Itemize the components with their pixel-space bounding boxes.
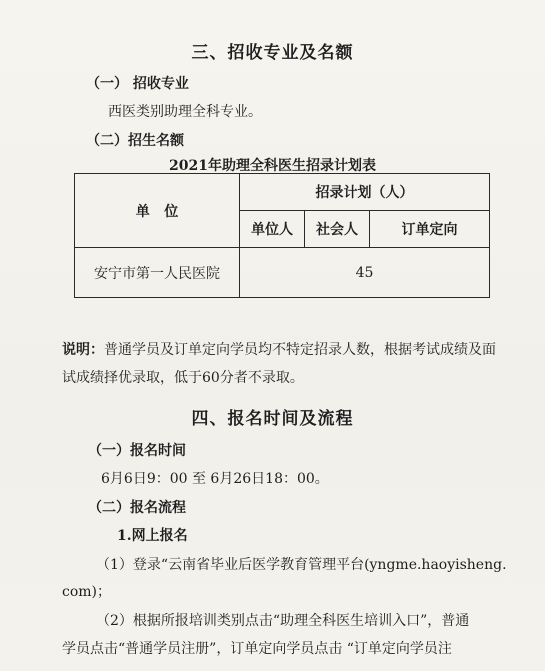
table-caption: 2021年助理全科医生招录计划表 — [169, 158, 376, 174]
cell-total — [240, 248, 490, 298]
unit-header — [75, 174, 240, 248]
col-header-order-oriented — [370, 211, 490, 248]
note-line-1 — [62, 339, 496, 359]
plan-header — [240, 174, 490, 211]
paragraph-2-line-2: 学员点击“普通学员注册”，订单定向学员点击 “订单定向学员注 — [62, 641, 452, 657]
section-4-sub1-text: 6月6日9：00 至 6月26日18：00。 — [101, 471, 329, 487]
col-header-text: 单位人 — [251, 222, 293, 238]
section-3-title: 三、招收专业及名额 — [191, 43, 354, 63]
section-4-title: 四、报名时间及流程 — [191, 409, 354, 429]
section-3-sub1-text: 西医类别助理全科专业。 — [108, 104, 262, 120]
col-header-text: 订单定向 — [401, 222, 458, 238]
step-1-title: 1.网上报名 — [117, 528, 188, 544]
paragraph-1-line-2: com)； — [62, 584, 112, 600]
plan-header-text: 招录计划（人） — [315, 185, 414, 201]
unit-name-text: 安宁市第一人民医院 — [94, 265, 220, 282]
total-text: 45 — [355, 264, 374, 281]
section-4-sub2-title: （二）报名流程 — [88, 500, 186, 516]
table-row — [75, 248, 490, 298]
paragraph-1-line-1: （1）登录“云南省毕业后医学教育管理平台(yngme.haoyisheng. — [96, 557, 507, 573]
paragraph-2-line-1: （2）根据所报培训类别点击“助理全科医生培训入口”，普通 — [96, 613, 470, 629]
section-3-sub2-title: （二）招生名额 — [86, 133, 184, 149]
note-label: 说明： — [62, 342, 104, 358]
section-3-sub1-title: （一） 招收专业 — [86, 76, 189, 92]
cell-unit-name — [75, 248, 240, 298]
note-line-2: 试成绩择优录取，低于60分者不录取。 — [62, 370, 304, 386]
section-4-sub1-title: （一）报名时间 — [88, 443, 186, 459]
col-header-text: 社会人 — [316, 222, 358, 238]
unit-header-text: 单 位 — [135, 203, 179, 220]
col-header-unit-staff — [240, 211, 305, 248]
col-header-social — [305, 211, 370, 248]
note-text-1: 普通学员及订单定向学员均不特定招录人数，根据考试成绩及面 — [104, 342, 496, 358]
recruitment-plan-table — [74, 173, 490, 298]
